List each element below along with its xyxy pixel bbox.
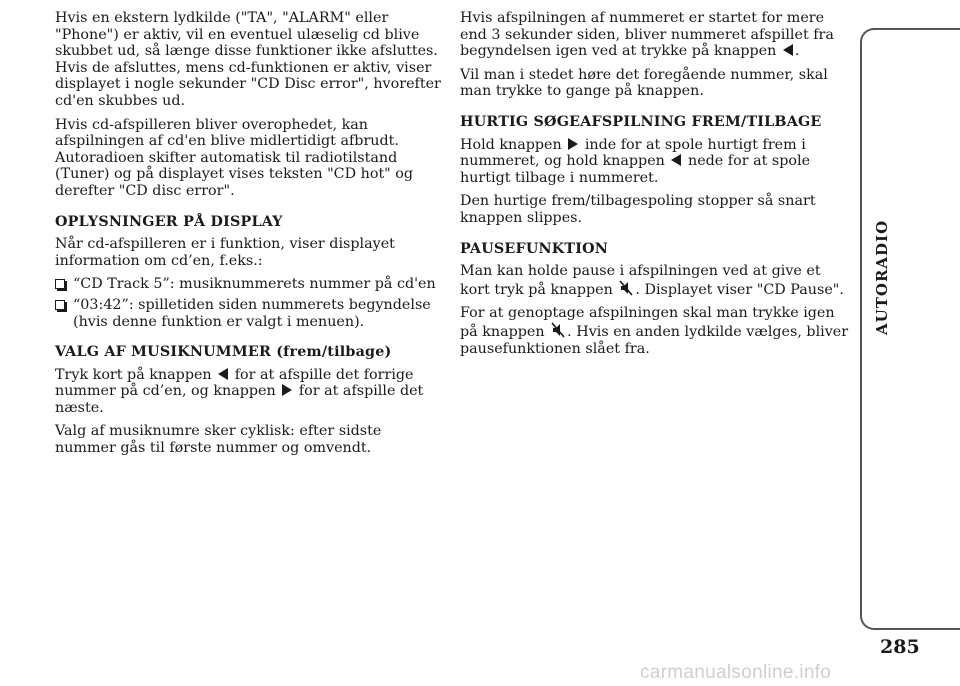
paragraph-fast-search	[460, 137, 850, 187]
mute-pause-icon	[619, 280, 633, 296]
paragraph-pause	[460, 263, 850, 298]
triangle-left-icon	[783, 44, 793, 56]
paragraph-track-select	[55, 367, 445, 417]
list-item-text: “CD Track 5”: musiknummerets nummer på cd'en	[73, 276, 436, 293]
paragraph-resume	[460, 305, 850, 357]
page-number: 285	[880, 636, 920, 658]
paragraph-overheat: Hvis cd-afspilleren bliver overophedet, kan afspilningen af cd'en blive midlertidigt afbrudt. Autoradioen skifter automatisk til radiotilstand (Tuner) og på displayet vises teksten "CD hot" og derefter "CD disc error".	[55, 116, 414, 199]
text-fragment: .	[794, 43, 800, 60]
triangle-right-icon	[282, 384, 292, 396]
text-fragment: Man kan holde pause i afspilningen ved at give et kort tryk på knappen	[460, 263, 821, 298]
paragraph-release: Den hurtige frem/tilbagespoling stopper så snart knappen slippes.	[460, 193, 816, 226]
heading-pause: PAUSEFUNKTION	[460, 240, 609, 257]
heading-track-select: VALG AF MUSIKNUMMER (frem/tilbage)	[55, 344, 392, 361]
text-fragment: for at afspille det forrige nummer på cd’en, og knappen	[55, 366, 414, 400]
left-column	[55, 10, 445, 464]
triangle-right-icon	[568, 138, 578, 150]
text-fragment: Hold knappen	[460, 136, 562, 153]
text-fragment: . Displayet viser "CD Pause".	[635, 281, 844, 298]
list-item	[55, 276, 445, 293]
text-fragment: nede for at spole hurtigt tilbage i nummeret.	[460, 153, 811, 186]
paragraph-restart	[460, 10, 850, 60]
triangle-left-icon	[671, 154, 681, 166]
paragraph-previous: Vil man i stedet høre det foregående nummer, skal man trykke to gange på knappen.	[460, 66, 828, 100]
text-fragment: inde for at spole hurtigt frem i nummeret, og hold knappen	[460, 136, 806, 170]
list-item	[55, 297, 445, 330]
text-fragment: Hvis afspilningen af nummeret er startet for mere end 3 sekunder siden, bliver nummeret afspillet fra begyndelsen igen ved at trykke på knappen	[460, 10, 834, 60]
text-fragment: Tryk kort på knappen	[55, 366, 212, 383]
text-fragment: . Hvis en anden lydkilde vælges, bliver pausefunktionen slået fra.	[460, 323, 849, 357]
checkbox-bullet-icon	[55, 300, 65, 310]
triangle-left-icon	[218, 368, 228, 380]
watermark: carmanualsonline.info	[640, 662, 832, 683]
chapter-tab-label: AUTORADIO	[873, 219, 891, 335]
paragraph-display-info: Når cd-afspilleren er i funktion, viser displayet information om cd’en, f.eks.:	[55, 236, 395, 269]
text-fragment: For at genoptage afspilningen skal man trykke igen på knappen	[460, 305, 835, 340]
list-item-text: “03:42”: spilletiden siden nummerets begyndelse (hvis denne funktion er valgt i menuen).	[73, 296, 431, 330]
heading-display-info: OPLYSNINGER PÅ DISPLAY	[55, 213, 283, 230]
paragraph-cyclic: Valg af musiknumre sker cyklisk: efter sidste nummer gås til første nummer og omvendt.	[55, 423, 382, 457]
heading-fast-search: HURTIG SØGEAFSPILNING FREM/TILBAGE	[460, 113, 822, 130]
paragraph-external-source: Hvis en ekstern lydkilde ("TA", "ALARM" eller "Phone") er aktiv, vil en eventuel ulæselig cd blive skubbet ud, så længe disse funktioner ikke afsluttes. Hvis de afsluttes, mens cd-funktionen er aktiv, viser displayet i nogle sekunder "CD Disc error", hvorefter cd'en skubbes ud.	[55, 10, 441, 109]
mute-pause-icon	[551, 322, 565, 338]
text-fragment: for at afspille det næste.	[55, 383, 424, 416]
right-column	[460, 10, 850, 364]
checkbox-bullet-icon	[55, 279, 65, 289]
